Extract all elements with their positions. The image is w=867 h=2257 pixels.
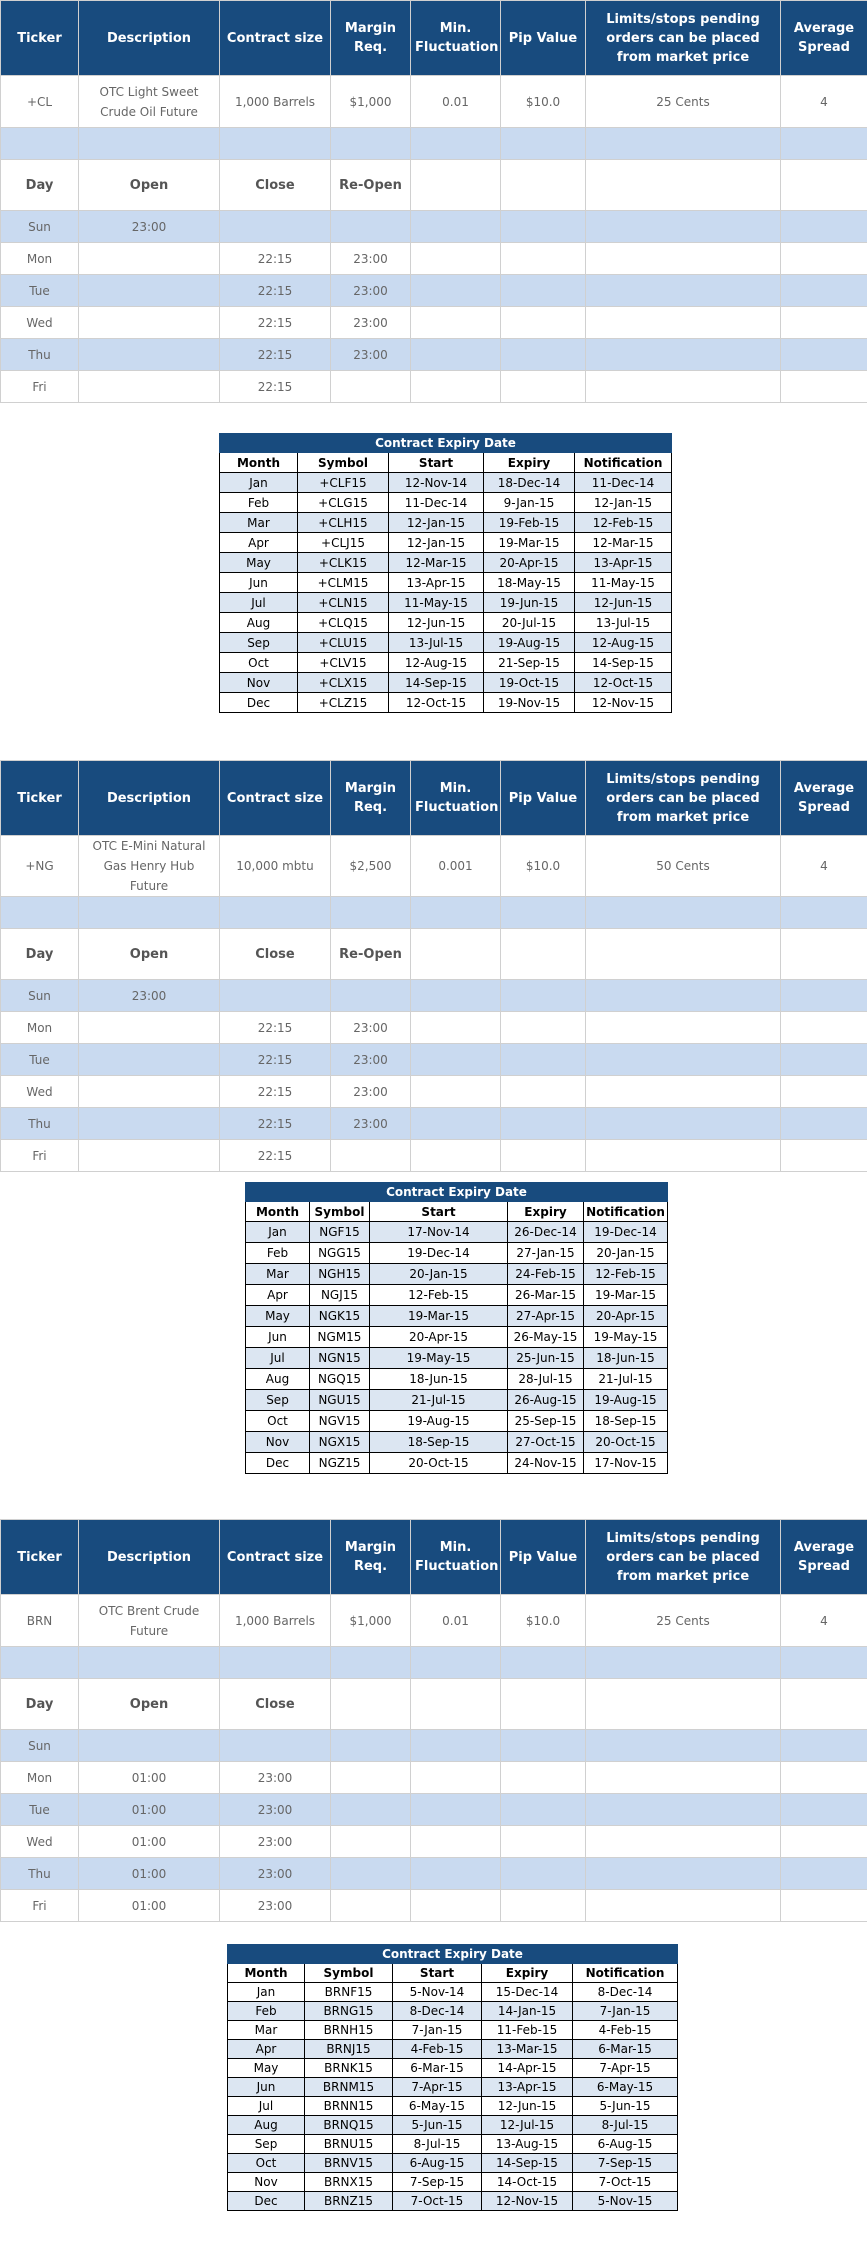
expiry-row: Apr +CLJ15 12-Jan-15 19-Mar-15 12-Mar-15: [220, 533, 672, 553]
value-margin: $1,000: [331, 1595, 411, 1647]
value-average-spread: 4: [781, 1595, 867, 1647]
col-month: Month: [246, 1202, 310, 1222]
close-time: 23:00: [220, 1762, 331, 1794]
day-label: Thu: [1, 339, 79, 371]
open-time: [79, 307, 220, 339]
day-row-fri: [1, 1140, 867, 1172]
header-description: Description: [79, 1520, 220, 1595]
close-time: 22:15: [220, 307, 331, 339]
spacer-row: [1, 1647, 867, 1679]
day-row-wed: [1, 1826, 867, 1858]
reopen-time: 23:00: [331, 1044, 411, 1076]
header-margin: Margin Req.: [331, 761, 411, 836]
close-time: 22:15: [220, 1140, 331, 1172]
close-time: 22:15: [220, 243, 331, 275]
expiry-table-ng: [245, 1182, 668, 1474]
header-contract-size: Contract size: [220, 1, 331, 76]
expiry-row: Oct BRNV15 6-Aug-15 14-Sep-15 7-Sep-15: [228, 2154, 678, 2173]
value-pip-value: $10.0: [501, 76, 586, 128]
header-margin: Margin Req.: [331, 1520, 411, 1595]
expiry-row: Jan NGF15 17-Nov-14 26-Dec-14 19-Dec-14: [246, 1222, 668, 1243]
expiry-row: Mar NGH15 20-Jan-15 24-Feb-15 12-Feb-15: [246, 1264, 668, 1285]
expiry-row: May +CLK15 12-Mar-15 20-Apr-15 13-Apr-15: [220, 553, 672, 573]
header-day: Day: [1, 929, 79, 980]
expiry-row: May NGK15 19-Mar-15 27-Apr-15 20-Apr-15: [246, 1306, 668, 1327]
expiry-row: Feb NGG15 19-Dec-14 27-Jan-15 20-Jan-15: [246, 1243, 668, 1264]
expiry-row: Aug NGQ15 18-Jun-15 28-Jul-15 21-Jul-15: [246, 1369, 668, 1390]
reopen-time: [331, 1826, 411, 1858]
header-margin: Margin Req.: [331, 1, 411, 76]
value-margin: $2,500: [331, 836, 411, 897]
open-time: 01:00: [79, 1826, 220, 1858]
close-time: [220, 1730, 331, 1762]
spec-values-row: [1, 836, 867, 897]
reopen-time: [331, 1140, 411, 1172]
value-contract-size: 10,000 mbtu: [220, 836, 331, 897]
header-open: Open: [79, 1679, 220, 1730]
header-average-spread: Average Spread: [781, 761, 867, 836]
reopen-time: [331, 1794, 411, 1826]
day-label: Wed: [1, 1826, 79, 1858]
value-limits-stops: 25 Cents: [586, 1595, 781, 1647]
header-open: Open: [79, 929, 220, 980]
day-label: Sun: [1, 211, 79, 243]
day-label: Mon: [1, 1012, 79, 1044]
close-time: 22:15: [220, 1076, 331, 1108]
expiry-column-headers: [246, 1202, 668, 1222]
reopen-time: 23:00: [331, 339, 411, 371]
day-row-tue: [1, 1794, 867, 1826]
open-time: [79, 1730, 220, 1762]
value-average-spread: 4: [781, 76, 867, 128]
close-time: 23:00: [220, 1890, 331, 1922]
col-start: Start: [370, 1202, 508, 1222]
close-time: 22:15: [220, 1108, 331, 1140]
day-label: Fri: [1, 371, 79, 403]
expiry-row: May BRNK15 6-Mar-15 14-Apr-15 7-Apr-15: [228, 2059, 678, 2078]
value-ticker: +NG: [1, 836, 79, 897]
expiry-row: Nov BRNX15 7-Sep-15 14-Oct-15 7-Oct-15: [228, 2173, 678, 2192]
day-label: Mon: [1, 1762, 79, 1794]
header-reopen: [331, 1679, 411, 1730]
value-description: OTC Light Sweet Crude Oil Future: [79, 76, 220, 128]
header-pip-value: Pip Value: [501, 1, 586, 76]
header-contract-size: Contract size: [220, 1520, 331, 1595]
header-close: Close: [220, 160, 331, 211]
day-row-sun: [1, 1730, 867, 1762]
value-pip-value: $10.0: [501, 836, 586, 897]
col-symbol: Symbol: [305, 1964, 393, 1983]
header-min-fluctuation: Min. Fluctuation: [411, 1, 501, 76]
expiry-row: Sep BRNU15 8-Jul-15 13-Aug-15 6-Aug-15: [228, 2135, 678, 2154]
header-pip-value: Pip Value: [501, 1520, 586, 1595]
close-time: 23:00: [220, 1826, 331, 1858]
open-time: [79, 371, 220, 403]
spec-table-brn: [0, 1519, 867, 1922]
expiry-row: Sep NGU15 21-Jul-15 26-Aug-15 19-Aug-15: [246, 1390, 668, 1411]
expiry-row: Oct +CLV15 12-Aug-15 21-Sep-15 14-Sep-15: [220, 653, 672, 673]
day-label: Tue: [1, 1044, 79, 1076]
col-expiry: Expiry: [484, 453, 575, 473]
value-margin: $1,000: [331, 76, 411, 128]
spec-values-row: [1, 1595, 867, 1647]
reopen-time: 23:00: [331, 275, 411, 307]
open-time: [79, 1012, 220, 1044]
expiry-title-row: [246, 1183, 668, 1202]
open-time: [79, 275, 220, 307]
expiry-row: Mar BRNH15 7-Jan-15 11-Feb-15 4-Feb-15: [228, 2021, 678, 2040]
day-row-thu: [1, 1108, 867, 1140]
day-row-sun: [1, 980, 867, 1012]
value-ticker: BRN: [1, 1595, 79, 1647]
header-close: Close: [220, 1679, 331, 1730]
value-min-fluctuation: 0.01: [411, 76, 501, 128]
day-label: Sun: [1, 980, 79, 1012]
day-label: Tue: [1, 275, 79, 307]
close-time: 23:00: [220, 1858, 331, 1890]
day-label: Sun: [1, 1730, 79, 1762]
day-row-mon: [1, 1762, 867, 1794]
header-ticker: Ticker: [1, 1, 79, 76]
header-min-fluctuation: Min. Fluctuation: [411, 761, 501, 836]
header-ticker: Ticker: [1, 761, 79, 836]
value-description: OTC E-Mini Natural Gas Henry Hub Future: [79, 836, 220, 897]
open-time: [79, 1108, 220, 1140]
close-time: 22:15: [220, 275, 331, 307]
col-notification: Notification: [584, 1202, 668, 1222]
header-average-spread: Average Spread: [781, 1520, 867, 1595]
day-row-mon: [1, 1012, 867, 1044]
expiry-column-headers: [220, 453, 672, 473]
value-pip-value: $10.0: [501, 1595, 586, 1647]
expiry-row: Dec +CLZ15 12-Oct-15 19-Nov-15 12-Nov-15: [220, 693, 672, 713]
reopen-time: [331, 211, 411, 243]
value-description: OTC Brent Crude Future: [79, 1595, 220, 1647]
close-time: 22:15: [220, 339, 331, 371]
reopen-time: [331, 980, 411, 1012]
spec-table-cl: [0, 0, 867, 403]
spec-header-row: [1, 761, 867, 836]
value-contract-size: 1,000 Barrels: [220, 1595, 331, 1647]
day-row-fri: [1, 1890, 867, 1922]
col-notification: Notification: [575, 453, 672, 473]
header-min-fluctuation: Min. Fluctuation: [411, 1520, 501, 1595]
spec-table-ng: [0, 760, 867, 1172]
expiry-row: Apr BRNJ15 4-Feb-15 13-Mar-15 6-Mar-15: [228, 2040, 678, 2059]
day-label: Fri: [1, 1890, 79, 1922]
reopen-time: 23:00: [331, 1012, 411, 1044]
col-start: Start: [389, 453, 484, 473]
close-time: 22:15: [220, 371, 331, 403]
day-row-thu: [1, 1858, 867, 1890]
spec-values-row: [1, 76, 867, 128]
value-limits-stops: 50 Cents: [586, 836, 781, 897]
header-day: Day: [1, 1679, 79, 1730]
header-reopen: Re-Open: [331, 929, 411, 980]
day-row-wed: [1, 307, 867, 339]
day-label: Wed: [1, 1076, 79, 1108]
expiry-row: Jan +CLF15 12-Nov-14 18-Dec-14 11-Dec-14: [220, 473, 672, 493]
reopen-time: [331, 1858, 411, 1890]
expiry-row: Jan BRNF15 5-Nov-14 15-Dec-14 8-Dec-14: [228, 1983, 678, 2002]
col-month: Month: [228, 1964, 305, 1983]
expiry-title-row: [220, 434, 672, 453]
header-close: Close: [220, 929, 331, 980]
reopen-time: 23:00: [331, 1108, 411, 1140]
day-row-thu: [1, 339, 867, 371]
header-average-spread: Average Spread: [781, 1, 867, 76]
expiry-row: Mar +CLH15 12-Jan-15 19-Feb-15 12-Feb-15: [220, 513, 672, 533]
expiry-row: Jul +CLN15 11-May-15 19-Jun-15 12-Jun-15: [220, 593, 672, 613]
value-ticker: +CL: [1, 76, 79, 128]
expiry-row: Nov +CLX15 14-Sep-15 19-Oct-15 12-Oct-15: [220, 673, 672, 693]
day-row-tue: [1, 275, 867, 307]
expiry-row: Jun BRNM15 7-Apr-15 13-Apr-15 6-May-15: [228, 2078, 678, 2097]
day-row-fri: [1, 371, 867, 403]
expiry-row: Nov NGX15 18-Sep-15 27-Oct-15 20-Oct-15: [246, 1432, 668, 1453]
day-label: Fri: [1, 1140, 79, 1172]
expiry-title: Contract Expiry Date: [246, 1183, 668, 1202]
expiry-title: Contract Expiry Date: [228, 1945, 678, 1964]
day-header-row: [1, 1679, 867, 1730]
col-expiry: Expiry: [482, 1964, 573, 1983]
expiry-row: Jun +CLM15 13-Apr-15 18-May-15 11-May-15: [220, 573, 672, 593]
header-contract-size: Contract size: [220, 761, 331, 836]
expiry-row: Feb BRNG15 8-Dec-14 14-Jan-15 7-Jan-15: [228, 2002, 678, 2021]
reopen-time: [331, 1890, 411, 1922]
header-limits-stops: Limits/stops pending orders can be placed from market price: [586, 1520, 781, 1595]
header-ticker: Ticker: [1, 1520, 79, 1595]
spec-header-row: [1, 1, 867, 76]
close-time: [220, 211, 331, 243]
open-time: 01:00: [79, 1762, 220, 1794]
open-time: [79, 243, 220, 275]
col-month: Month: [220, 453, 298, 473]
day-label: Tue: [1, 1794, 79, 1826]
day-row-mon: [1, 243, 867, 275]
day-row-tue: [1, 1044, 867, 1076]
day-label: Wed: [1, 307, 79, 339]
day-header-row: [1, 160, 867, 211]
col-expiry: Expiry: [508, 1202, 584, 1222]
header-open: Open: [79, 160, 220, 211]
reopen-time: [331, 1762, 411, 1794]
value-contract-size: 1,000 Barrels: [220, 76, 331, 128]
expiry-row: Feb +CLG15 11-Dec-14 9-Jan-15 12-Jan-15: [220, 493, 672, 513]
close-time: [220, 980, 331, 1012]
expiry-row: Oct NGV15 19-Aug-15 25-Sep-15 18-Sep-15: [246, 1411, 668, 1432]
day-label: Mon: [1, 243, 79, 275]
expiry-column-headers: [228, 1964, 678, 1983]
expiry-title-row: [228, 1945, 678, 1964]
open-time: [79, 339, 220, 371]
value-average-spread: 4: [781, 836, 867, 897]
reopen-time: [331, 371, 411, 403]
open-time: 23:00: [79, 211, 220, 243]
col-symbol: Symbol: [298, 453, 389, 473]
expiry-row: Dec BRNZ15 7-Oct-15 12-Nov-15 5-Nov-15: [228, 2192, 678, 2211]
col-start: Start: [393, 1964, 482, 1983]
expiry-row: Aug +CLQ15 12-Jun-15 20-Jul-15 13-Jul-15: [220, 613, 672, 633]
expiry-table-brn: [227, 1944, 678, 2211]
expiry-table-cl: [219, 433, 672, 713]
day-label: Thu: [1, 1108, 79, 1140]
close-time: 22:15: [220, 1044, 331, 1076]
expiry-row: Dec NGZ15 20-Oct-15 24-Nov-15 17-Nov-15: [246, 1453, 668, 1474]
open-time: 23:00: [79, 980, 220, 1012]
open-time: [79, 1140, 220, 1172]
header-limits-stops: Limits/stops pending orders can be placed from market price: [586, 1, 781, 76]
day-row-sun: [1, 211, 867, 243]
expiry-row: Jul NGN15 19-May-15 25-Jun-15 18-Jun-15: [246, 1348, 668, 1369]
expiry-row: Sep +CLU15 13-Jul-15 19-Aug-15 12-Aug-15: [220, 633, 672, 653]
col-notification: Notification: [573, 1964, 678, 1983]
header-limits-stops: Limits/stops pending orders can be placed from market price: [586, 761, 781, 836]
header-pip-value: Pip Value: [501, 761, 586, 836]
reopen-time: [331, 1730, 411, 1762]
reopen-time: 23:00: [331, 1076, 411, 1108]
value-min-fluctuation: 0.01: [411, 1595, 501, 1647]
col-symbol: Symbol: [310, 1202, 370, 1222]
header-reopen: Re-Open: [331, 160, 411, 211]
header-description: Description: [79, 761, 220, 836]
expiry-row: Jul BRNN15 6-May-15 12-Jun-15 5-Jun-15: [228, 2097, 678, 2116]
spacer-row: [1, 128, 867, 160]
expiry-title: Contract Expiry Date: [220, 434, 672, 453]
close-time: 23:00: [220, 1794, 331, 1826]
spec-header-row: [1, 1520, 867, 1595]
day-header-row: [1, 929, 867, 980]
expiry-row: Aug BRNQ15 5-Jun-15 12-Jul-15 8-Jul-15: [228, 2116, 678, 2135]
expiry-row: Apr NGJ15 12-Feb-15 26-Mar-15 19-Mar-15: [246, 1285, 668, 1306]
reopen-time: 23:00: [331, 243, 411, 275]
open-time: [79, 1044, 220, 1076]
day-row-wed: [1, 1076, 867, 1108]
value-limits-stops: 25 Cents: [586, 76, 781, 128]
header-day: Day: [1, 160, 79, 211]
header-description: Description: [79, 1, 220, 76]
day-label: Thu: [1, 1858, 79, 1890]
spacer-row: [1, 897, 867, 929]
close-time: 22:15: [220, 1012, 331, 1044]
open-time: 01:00: [79, 1794, 220, 1826]
value-min-fluctuation: 0.001: [411, 836, 501, 897]
open-time: [79, 1076, 220, 1108]
reopen-time: 23:00: [331, 307, 411, 339]
expiry-row: Jun NGM15 20-Apr-15 26-May-15 19-May-15: [246, 1327, 668, 1348]
open-time: 01:00: [79, 1858, 220, 1890]
open-time: 01:00: [79, 1890, 220, 1922]
